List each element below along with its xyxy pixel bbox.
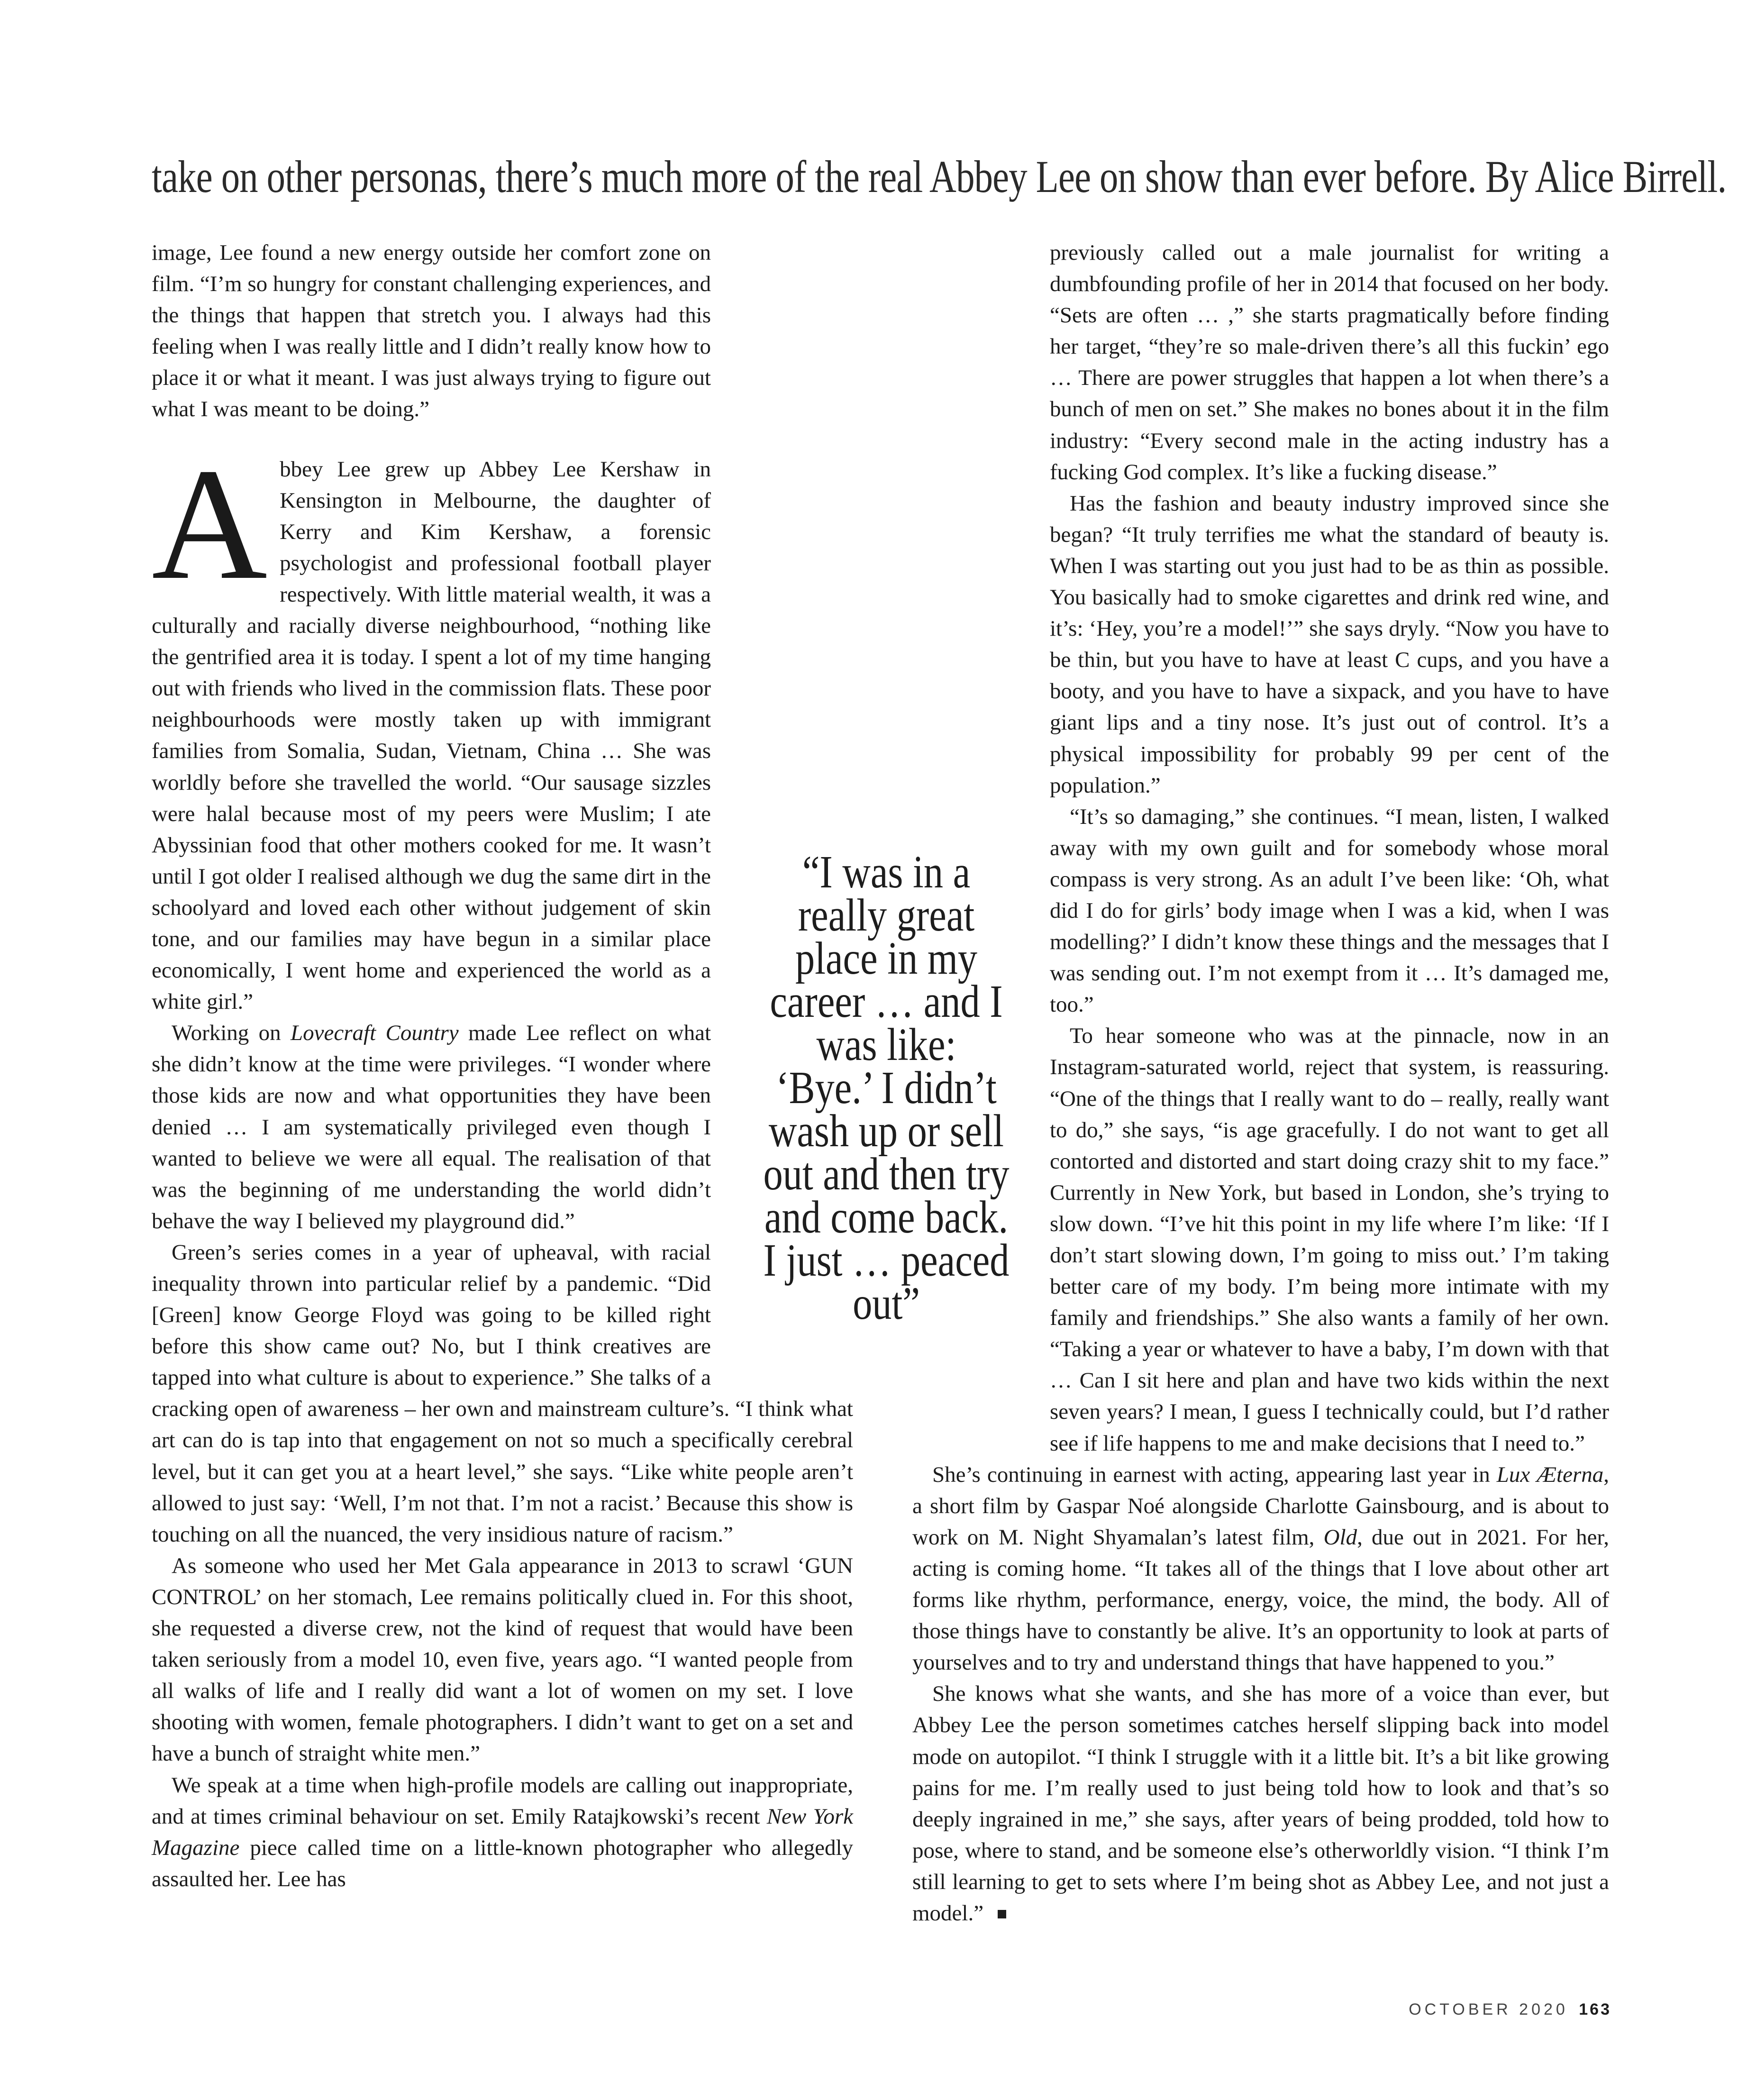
left-paragraph-6-post: piece called time on a little-known photographer who allegedly assaulted her. Lee has: [152, 1835, 853, 1891]
right-paragraph-6-text: She knows what she wants, and she has more of a voice than ever, but Abbey Lee the person sometimes catches herself slipping back into model mode on autopilot. “I think I struggle with it a little bit. It’s a bit like growing pains for me. I’m really used to just being told how to look and that’s so deeply ingrained in me,” she says, after years of being prodded, told how to pose, where to stand, and be someone else’s otherworldly vision. “I think I’m still learning to get to sets where I’m being shot as Abbey Lee, and not just a model.”: [912, 1681, 1609, 1926]
show-title: Lovecraft Country: [291, 1021, 459, 1046]
left-paragraph-2-text: bbey Lee grew up Abbey Lee Kershaw in Kensington in Melbourne, the daughter of Kerry and Kim Kershaw, a forensic psychologist and professional football player respectively. With little material wealth, it was a culturally and racially diverse neighbourhood, “nothing like the gentrified area it is today. I spent a lot of my time hanging out with friends who lived in the commission flats. These poor neighbourhoods were mostly taken up with immigrant families from Somalia, Sudan, Vietnam, China … She was worldly before she travelled the world. “Our sausage sizzles were halal because most of my peers were Muslim; I ate Abyssinian food that other mothers cooked for me. It wasn’t until I got older I realised although we dug the same dirt in the schoolyard and loved each other without judgement of skin tone, and our families may have begun in a similar place economically, I went home and experienced the world as a white girl.”: [152, 457, 711, 1014]
right-paragraph-3-text: “It’s so damaging,” she continues. “I mean, listen, I walked away with my own guilt and for somebody whose moral compass is very strong. As an adult I’ve been like: ‘Oh, what did I do for girls’ body image when I was a kid, when I was modelling?’ I didn’t know these things and the messages that I was sending out. I’m not exempt from it … It’s damaged me, too.”: [1050, 804, 1609, 1017]
right-column: [912, 237, 1609, 1929]
standfirst: take on other personas, there’s much more of the real Abbey Lee on show than ever before. By Alice Birrell.: [152, 151, 1727, 202]
left-paragraph-3-pre: Working on: [172, 1021, 291, 1046]
right-paragraph-6: [912, 1678, 1609, 1929]
left-paragraph-5-text: As someone who used her Met Gala appearance in 2013 to scrawl ‘GUN CONTROL’ on her stomach, Lee remains politically clued in. For this shoot, she requested a diverse crew, not the kind of request that would have been taken seriously from a model 10, even five, years ago. “I wanted people from all walks of life and I really did want a lot of women on my set. I love shooting with women, female photographers. I didn’t want to get on a set and have a bunch of straight white men.”: [152, 1553, 853, 1766]
pull-quote: “I was in a really great place in my career … and I was like: ‘Bye.’ I didn’t wash up or sell out and then try and come back. I just … peaced out”: [763, 847, 1010, 1329]
right-paragraph-2: [912, 488, 1609, 801]
folio: [1365, 2000, 1611, 2019]
film-title-old: Old: [1323, 1525, 1357, 1550]
left-pullquote-spacer: [711, 775, 853, 1363]
left-paragraph-6: [152, 1770, 853, 1895]
drop-cap: A: [152, 435, 268, 613]
folio-page-number: 163: [1579, 2000, 1611, 2018]
left-paragraph-5: [152, 1550, 853, 1770]
right-paragraph-5-mid: , a short film by Gaspar Noé alongside Charlotte Gainsbourg, and is about to work on M. Night Shyamalan’s latest film,: [912, 1462, 1609, 1550]
right-paragraph-5: [912, 1459, 1609, 1679]
right-paragraph-4-text: To hear someone who was at the pinnacle, now in an Instagram-saturated world, reject that system, is reassuring. “One of the things that I really want to do – really, really want to do,” she says, “is age gracefully. I do not want to get all contorted and distorted and start doing crazy shit to my face.” Currently in New York, but based in London, she’s trying to slow down. “I’ve hit this point in my life where I’m like: ‘If I don’t start slowing down, I’m going to miss out.’ I’m taking better care of my body. I’m being more intimate with my family and friendships.” She also wants a family of her own. “Taking a year or whatever to have a baby, I’m down with that … Can I sit here and plan and have two kids within the next seven years? I mean, I guess I technically could, but I’d rather see if life happens to me and make decisions that I need to.”: [1050, 1023, 1609, 1456]
left-paragraph-1-text: image, Lee found a new energy outside her comfort zone on film. “I’m so hungry for constant challenging experiences, and the things that happen that stretch you. I always had this feeling when I was really little and I didn’t really know how to place it or what it meant. I was just always trying to figure out what I was meant to be doing.”: [152, 240, 711, 422]
right-paragraph-5-post: , due out in 2021. For her, acting is coming home. “It takes all of the things that I love about other art forms like rhythm, performance, energy, voice, the mind, the body. All of those things have to constantly be alive. It’s an opportunity to look at parts of yourselves and to try and understand things that have happened to you.”: [912, 1525, 1609, 1675]
right-paragraph-2-text: Has the fashion and beauty industry improved since she began? “It truly terrifies me what the standard of beauty is. When I was starting out you just had to be as thin as possible. You basically had to smoke cigarettes and drink red wine, and it’s: ‘Hey, you’re a model!’” she says dryly. “Now you have to be thin, but you have to have at least C cups, and you have a booty, and you have to have a sixpack, and you have to have giant lips and a tiny nose. It’s just out of control. It’s a physical impossibility for probably 99 per cent of the population.”: [1050, 491, 1609, 798]
film-title-lux-aeterna: Lux Æterna: [1496, 1462, 1604, 1487]
end-of-article-mark: [998, 1910, 1006, 1918]
publication-name: New York Magazine: [152, 1804, 853, 1860]
left-paragraph-3-post: made Lee reflect on what she didn’t know at the time were privileges. “I wonder where those kids are now and what opportunities they have been denied … I am systematically privileged even though I wanted to believe we were all equal. The realisation of that was the beginning of me understanding the world didn’t behave the way I believed my playground did.”: [152, 1021, 711, 1233]
left-paragraph-4-text: Green’s series comes in a year of upheaval, with racial inequality thrown into particular relief by a pandemic. “Did [Green] know George Floyd was going to be killed right before this show came out? No, but I think creatives are tapped into what culture is about to experience.” She talks of a cracking open of awareness – her own and mainstream culture’s. “I think what art can do is tap into that engagement on not so much a specifically cerebral level, but it can get you at a heart level,” she says. “Like white people aren’t allowed to just say: ‘Well, I’m not that. I’m not a racist.’ Because this show is touching on all the nuanced, the very insidious nature of racism.”: [152, 1240, 853, 1547]
right-pullquote-spacer: [912, 801, 1050, 1432]
left-column: [152, 237, 853, 1895]
folio-issue: OCTOBER 2020: [1409, 2000, 1568, 2018]
right-paragraph-1-text: previously called out a male journalist for writing a dumbfounding profile of her in 2014 that focused on her body. “Sets are often … ,” she starts pragmatically before finding her target, “they’re so male-driven there’s all this fuckin’ ego … There are power struggles that happen a lot when there’s a bunch of men on set.” She makes no bones about it in the film industry: “Every second male in the acting industry has a fucking God complex. It’s like a fucking disease.”: [1050, 240, 1609, 484]
right-paragraph-5-pre: She’s continuing in earnest with acting, appearing last year in: [932, 1462, 1497, 1487]
left-paragraph-1: [152, 237, 853, 425]
left-paragraph-6-pre: We speak at a time when high-profile models are calling out inappropriate, and at times criminal behaviour on set. Emily Ratajkowski’s recent: [152, 1772, 853, 1829]
right-paragraph-1: [912, 237, 1609, 488]
